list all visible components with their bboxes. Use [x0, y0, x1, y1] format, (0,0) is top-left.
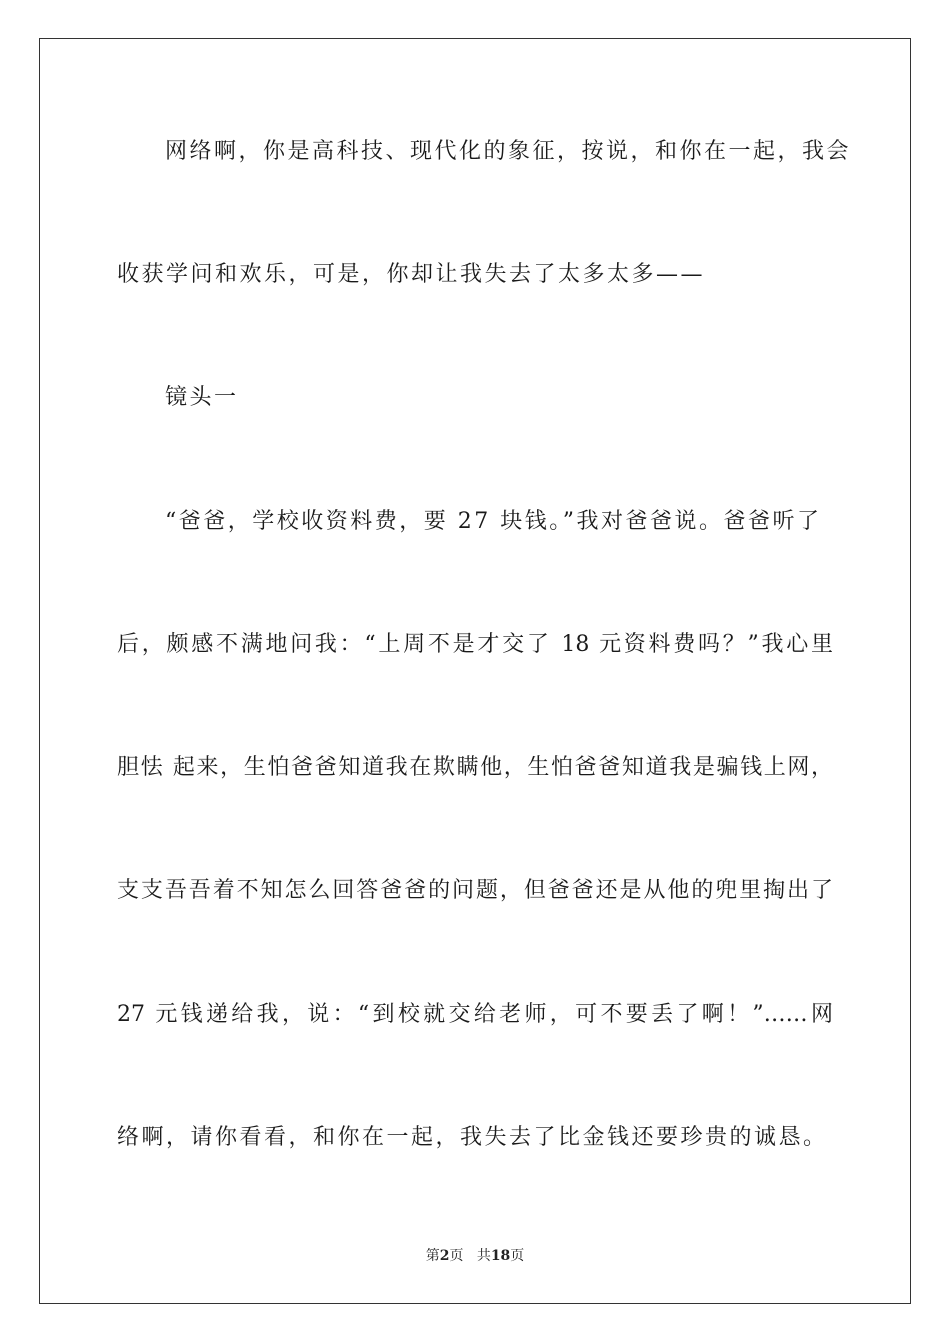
- paragraph-line-9: 络啊，请你看看，和你在一起，我失去了比金钱还要珍贵的诚恳。: [117, 1125, 828, 1150]
- page-prefix: 第: [425, 1248, 440, 1264]
- page-border: [39, 38, 911, 1304]
- page-suffix: 页: [449, 1248, 464, 1264]
- total-pages: 18: [490, 1248, 511, 1264]
- paragraph-line-7: 支支吾吾着不知怎么回答爸爸的问题，但爸爸还是从他的兜里掏出了: [117, 878, 833, 903]
- paragraph-line-1: 网络啊，你是高科技、现代化的象征，按说，和你在一起，我会: [165, 139, 852, 164]
- paragraph-line-2: 收获学问和欢乐，可是，你却让我失去了太多太多——: [117, 262, 706, 287]
- paragraph-line-5: 后，颇感不满地问我：“上周不是才交了 18 元资料费吗？”我心里: [117, 632, 833, 657]
- total-prefix: 共: [476, 1248, 491, 1264]
- page-footer: [0, 1247, 950, 1265]
- total-suffix: 页: [510, 1248, 525, 1264]
- page-number: 2: [439, 1248, 450, 1264]
- section-heading: 镜头一: [165, 385, 239, 410]
- paragraph-line-6: 胆怯 起来，生怕爸爸知道我在欺瞒他，生怕爸爸知道我是骗钱上网，: [117, 755, 833, 780]
- paragraph-line-8: 27 元钱递给我，说：“到校就交给老师，可不要丢了啊！”……网: [117, 1002, 833, 1027]
- paragraph-line-4: “爸爸，学校收资料费，要 27 块钱。”我对爸爸说。爸爸听了: [165, 509, 822, 534]
